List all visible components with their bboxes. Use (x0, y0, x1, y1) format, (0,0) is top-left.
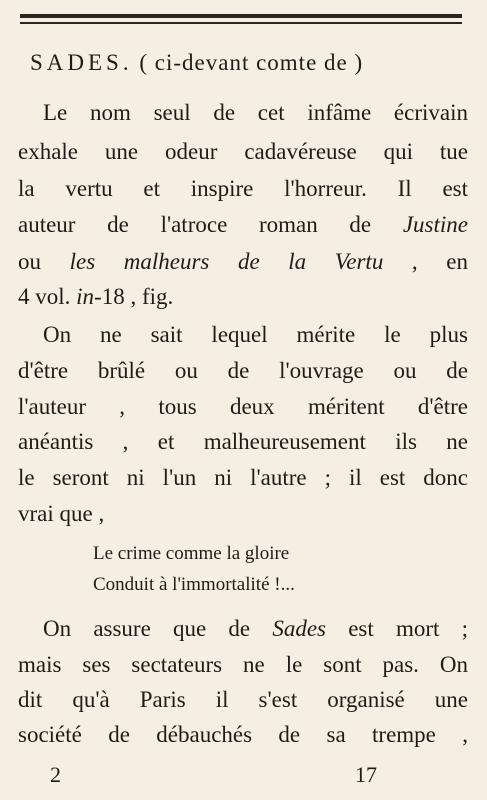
entry-name: SADES. (30, 50, 133, 75)
text-segment: auteur de l'atroce roman de (18, 212, 403, 237)
name-sades-italic: Sades (272, 616, 326, 641)
paragraph-1-line-2: exhale une odeur cadavéreuse qui tue (18, 139, 468, 164)
top-rule-thick (20, 14, 462, 18)
verse-line-1: Le crime comme la gloire (93, 543, 290, 564)
book-title-justine: Justine (402, 212, 468, 237)
text-segment: 4 vol. (18, 284, 77, 309)
book-subtitle: les malheurs de la Vertu (69, 249, 384, 274)
paragraph-3-line-1 (43, 616, 468, 642)
text-segment: 18 , fig. (101, 284, 174, 309)
paragraph-2-line-6: vrai que , (18, 501, 105, 526)
paragraph-1-line-5 (18, 249, 468, 275)
text-segment: est mort ; (326, 616, 468, 641)
format-italic: in- (76, 284, 102, 309)
paragraph-1-line-3: la vertu et inspire l'horreur. Il est (18, 176, 468, 201)
paragraph-2-line-1: On ne sait lequel mérite le plus (43, 322, 468, 347)
paragraph-2-line-3: l'auteur , tous deux méritent d'être (18, 394, 468, 419)
paragraph-2-line-5: le seront ni l'un ni l'autre ; il est donc (18, 465, 468, 490)
entry-heading (30, 50, 460, 76)
top-rule-thin (20, 22, 462, 24)
text-segment: On assure que de (43, 616, 273, 641)
paragraph-3-line-3: dit qu'à Paris il s'est organisé une (18, 687, 468, 712)
paragraph-1-line-6 (18, 284, 468, 310)
entry-subtitle: ( ci-devant comte de ) (139, 50, 364, 75)
paragraph-1-line-1: Le nom seul de cet infâme écrivain (43, 100, 468, 125)
verse-line-2: Conduit à l'immortalité !... (93, 574, 295, 595)
paragraph-3-line-4: société de débauchés de sa trempe , (18, 722, 468, 747)
paragraph-3-line-2: mais ses sectateurs ne le sont pas. On (18, 652, 468, 677)
page-number: 17 (355, 762, 377, 787)
text-segment: , en (383, 249, 468, 274)
paragraph-1-line-4 (18, 212, 468, 238)
text-segment: ou (18, 249, 70, 274)
signature-mark: 2 (50, 762, 61, 787)
paragraph-2-line-2: d'être brûlé ou de l'ouvrage ou de (18, 358, 468, 383)
paragraph-2-line-4: anéantis , et malheureusement ils ne (18, 429, 468, 454)
